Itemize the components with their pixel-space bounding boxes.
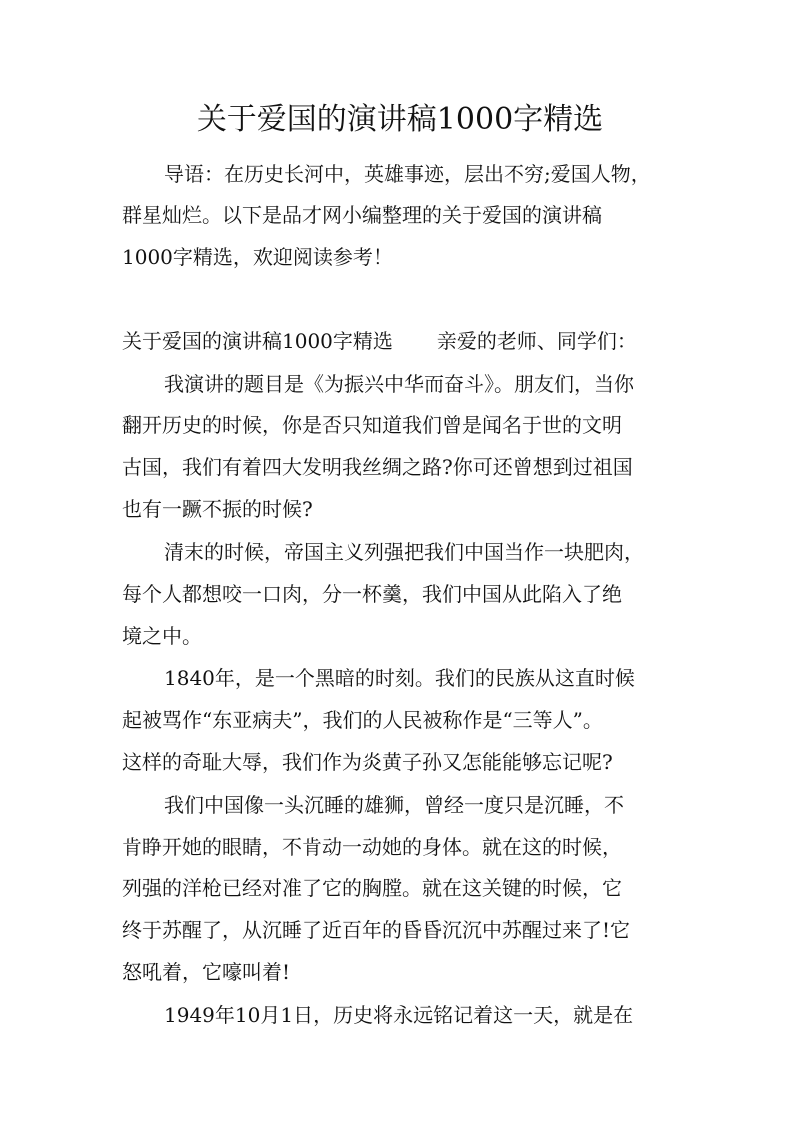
greeting: 亲爱的老师、同学们： <box>436 329 637 353</box>
body-line: 1949年10月1日，历史将永远铭记着这一天，就是在 <box>164 1003 634 1027</box>
body-line: 每个人都想咬一口肉，分一杯羹，我们中国从此陷入了绝 <box>122 582 622 606</box>
body-line: 清末的时候，帝国主义列强把我们中国当作一块肥肉， <box>164 540 644 564</box>
subheading-title: 关于爱国的演讲稿1000字精选 <box>122 329 393 353</box>
body-line: 怒吼着，它嚎叫着! <box>122 960 291 984</box>
body-line: 我演讲的题目是《为振兴中华而奋斗》。朋友们，当你 <box>164 372 634 396</box>
body-line: 1840年，是一个黑暗的时刻。我们的民族从这直时候 <box>164 666 635 690</box>
body-line: 翻开历史的时候，你是否只知道我们曾是闻名于世的文明 <box>122 413 622 437</box>
body-line: 这样的奇耻大辱，我们作为炎黄子孙又怎能能够忘记呢? <box>122 750 613 774</box>
body-line: 终于苏醒了，从沉睡了近百年的昏昏沉沉中苏醒过来了!它 <box>122 918 631 942</box>
body-line: 古国，我们有着四大发明我丝绸之路?你可还曾想到过祖国 <box>122 455 633 479</box>
body-line: 列强的洋枪已经对准了它的胸膛。就在这关键的时候，它 <box>122 876 622 900</box>
intro-line: 群星灿烂。以下是品才网小编整理的关于爱国的演讲稿 <box>122 203 602 227</box>
intro-line: 导语：在历史长河中，英雄事迹，层出不穷;爱国人物， <box>164 162 651 186</box>
subheading-line <box>122 327 637 355</box>
body-line: 也有一蹶不振的时候? <box>122 497 313 521</box>
document-title: 关于爱国的演讲稿1000字精选 <box>196 102 604 137</box>
body-line: 境之中。 <box>122 624 202 648</box>
intro-line: 1000字精选，欢迎阅读参考！ <box>122 245 393 269</box>
body-line: 起被骂作“东亚病夫”，我们的人民被称作是“三等人”。 <box>122 708 603 732</box>
body-line: 我们中国像一头沉睡的雄狮，曾经一度只是沉睡，不 <box>164 793 624 817</box>
body-line: 肯睁开她的眼睛，不肯动一动她的身体。就在这的时候， <box>122 835 622 859</box>
